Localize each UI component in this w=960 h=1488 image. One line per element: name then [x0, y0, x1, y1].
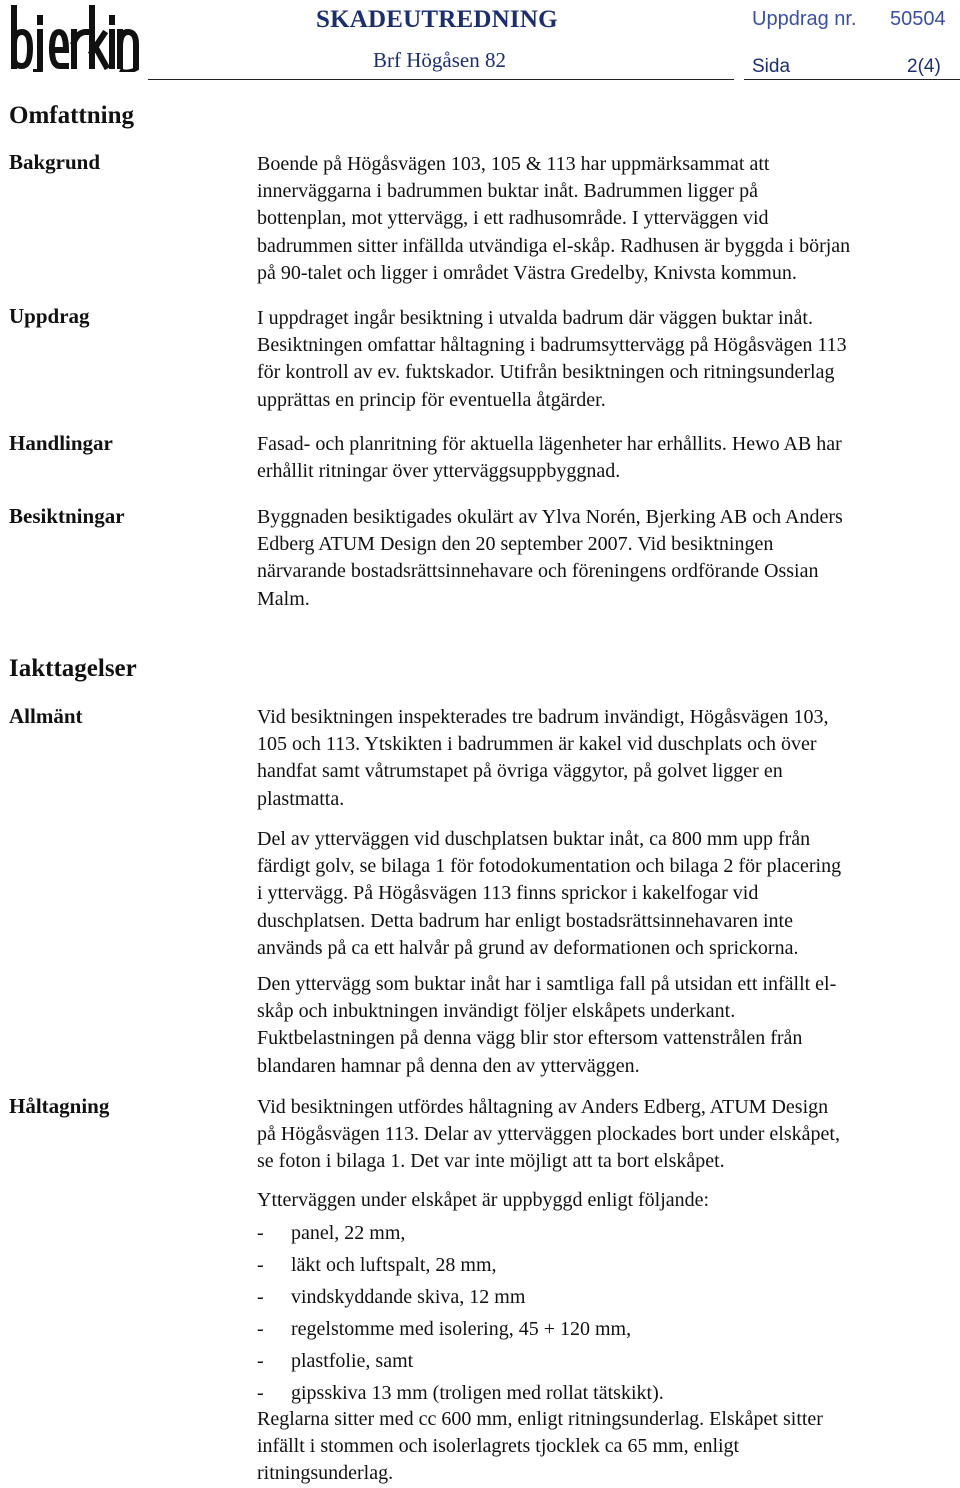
text-line: i yttervägg. På Högåsvägen 113 finns sprickor i kakelfogar vid — [257, 882, 759, 905]
text-line: på 90-talet och ligger i området Västra Gredelby, Knivsta kommun. — [257, 261, 797, 284]
label-handlingar: Handlingar — [9, 431, 113, 455]
list-item — [257, 1313, 957, 1345]
text-line: närvarande bostadsrättsinnehavare och föreningens ordförande Ossian — [257, 560, 819, 583]
text-line: Besiktningen omfattar håltagning i badrumsyttervägg på Högåsvägen 113 — [257, 334, 847, 357]
text-line: badrummen sitter infällda utvändiga el-skåp. Radhusen är byggda i början — [257, 234, 851, 257]
list-item-text: läkt och luftspalt, 28 mm, — [291, 1254, 497, 1276]
text-line: Malm. — [257, 587, 310, 610]
text-line: upprättas en princip för eventuella åtgärder. — [257, 388, 606, 411]
paragraph-haltagning-intro — [257, 1187, 957, 1214]
header-rule-right — [744, 79, 960, 80]
list-item-text: plastfolie, samt — [291, 1350, 414, 1372]
section-heading-iakttagelser: Iakttagelser — [9, 655, 137, 682]
text-line: 105 och 113. Ytskikten i badrummen är kakel vid duschplats och över — [257, 733, 817, 756]
text-line: Byggnaden besiktigades okulärt av Ylva Norén, Bjerking AB och Anders — [257, 506, 843, 528]
label-uppdrag: Uppdrag — [9, 304, 90, 328]
text-line: erhållit ritningar över ytterväggsuppbyggnad. — [257, 460, 621, 483]
list-dash: - — [257, 1382, 264, 1404]
paragraph-allmant-3 — [257, 971, 957, 1080]
text-line: Vid besiktningen inspekterades tre badrum invändigt, Högåsvägen 103, — [257, 706, 829, 728]
label-allmant: Allmänt — [9, 704, 83, 728]
list-item-text: vindskyddande skiva, 12 mm — [291, 1286, 526, 1308]
list-dash: - — [257, 1350, 264, 1372]
list-item — [257, 1249, 957, 1281]
text-line: på Högåsvägen 113. Delar av ytterväggen plockades bort under elskåpet, — [257, 1123, 840, 1146]
list-item — [257, 1217, 957, 1249]
text-line: bottenplan, mot yttervägg, i ett radhusområde. I ytterväggen vid — [257, 207, 769, 230]
text-line: skåp och inbuktningen invändigt följer elskåpets underkant. — [257, 1000, 736, 1023]
text-line: I uppdraget ingår besiktning i utvalda badrum där väggen buktar inåt. — [257, 307, 813, 329]
text-line: Reglarna sitter med cc 600 mm, enligt ritningsunderlag. Elskåpet sitter — [257, 1408, 823, 1430]
text-line: duschplatsen. Detta badrum har enligt bostadsrättsinnehavaren inte — [257, 909, 793, 932]
text-line: Del av ytterväggen vid duschplatsen buktar inåt, ca 800 mm upp från — [257, 828, 811, 850]
text-line: ritningsunderlag. — [257, 1462, 394, 1485]
list-item — [257, 1281, 957, 1313]
list-dash: - — [257, 1318, 264, 1340]
list-item-text: regelstomme med isolering, 45 + 120 mm, — [291, 1318, 632, 1340]
text-line: innerväggarna i badrummen buktar inåt. Badrummen ligger på — [257, 180, 758, 203]
text-line: infällt i stommen och isolerlagrets tjocklek ca 65 mm, enligt — [257, 1435, 740, 1458]
paragraph-haltagning-1 — [257, 1094, 957, 1176]
paragraph-besiktningar — [257, 504, 957, 613]
list-dash: - — [257, 1254, 264, 1276]
text-line: handfat samt våtrumstapet på övriga väggytor, på golvet ligger en — [257, 760, 783, 783]
bjerking-logo — [8, 4, 144, 72]
text-line: färdigt golv, se bilaga 1 för fotodokumentation och bilaga 2 för placering — [257, 855, 842, 878]
text-line: plastmatta. — [257, 787, 345, 810]
text-line: se foton i bilaga 1. Det var inte möjligt att ta bort elskåpet. — [257, 1150, 725, 1173]
text-line: Boende på Högåsvägen 103, 105 & 113 har uppmärksammat att — [257, 153, 770, 175]
document-title: SKADEUTREDNING — [316, 6, 558, 33]
paragraph-allmant-2 — [257, 826, 957, 962]
paragraph-bakgrund — [257, 151, 957, 287]
text-line: Fasad- och planritning för aktuella lägenheter har erhållits. Hewo AB har — [257, 433, 842, 455]
paragraph-allmant-1 — [257, 704, 957, 813]
label-haltagning: Håltagning — [9, 1094, 110, 1118]
text-line: för kontroll av ev. fuktskador. Utifrån besiktningen och ritningsunderlag — [257, 361, 835, 384]
page-number: 2(4) — [907, 56, 941, 77]
assignment-number: 50504 — [890, 8, 946, 30]
paragraph-handlingar — [257, 431, 957, 485]
list-dash: - — [257, 1286, 264, 1308]
text-line: Den yttervägg som buktar inåt har i samtliga fall på utsidan ett infällt el- — [257, 973, 837, 995]
paragraph-uppdrag — [257, 305, 957, 414]
wall-layer-list — [257, 1217, 957, 1409]
text-line: blandaren hamnar på denna den av ytterväggen. — [257, 1054, 640, 1077]
page-label: Sida — [752, 56, 791, 77]
section-heading-omfattning: Omfattning — [9, 102, 134, 129]
text-line: Fuktbelastningen på denna vägg blir stor eftersom vattenstrålen från — [257, 1027, 803, 1050]
header-rule-left — [148, 79, 734, 80]
assignment-label: Uppdrag nr. — [752, 8, 857, 30]
text-line: Edberg ATUM Design den 20 september 2007. Vid besiktningen — [257, 533, 774, 556]
label-besiktningar: Besiktningar — [9, 504, 125, 528]
text-line: Vid besiktningen utfördes håltagning av Anders Edberg, ATUM Design — [257, 1096, 829, 1118]
list-dash: - — [257, 1222, 264, 1244]
list-item — [257, 1345, 957, 1377]
list-item-text: panel, 22 mm, — [291, 1222, 406, 1244]
paragraph-haltagning-2 — [257, 1406, 957, 1488]
list-item — [257, 1377, 957, 1409]
client-name: Brf Högåsen 82 — [373, 48, 506, 72]
label-bakgrund: Bakgrund — [9, 150, 101, 174]
text-line: används på ca ett halvår på grund av deformationen och sprickorna. — [257, 936, 799, 959]
text-line: Ytterväggen under elskåpet är uppbyggd enligt följande: — [257, 1189, 710, 1211]
list-item-text: gipsskiva 13 mm (troligen med rollat tätskikt). — [291, 1382, 664, 1404]
